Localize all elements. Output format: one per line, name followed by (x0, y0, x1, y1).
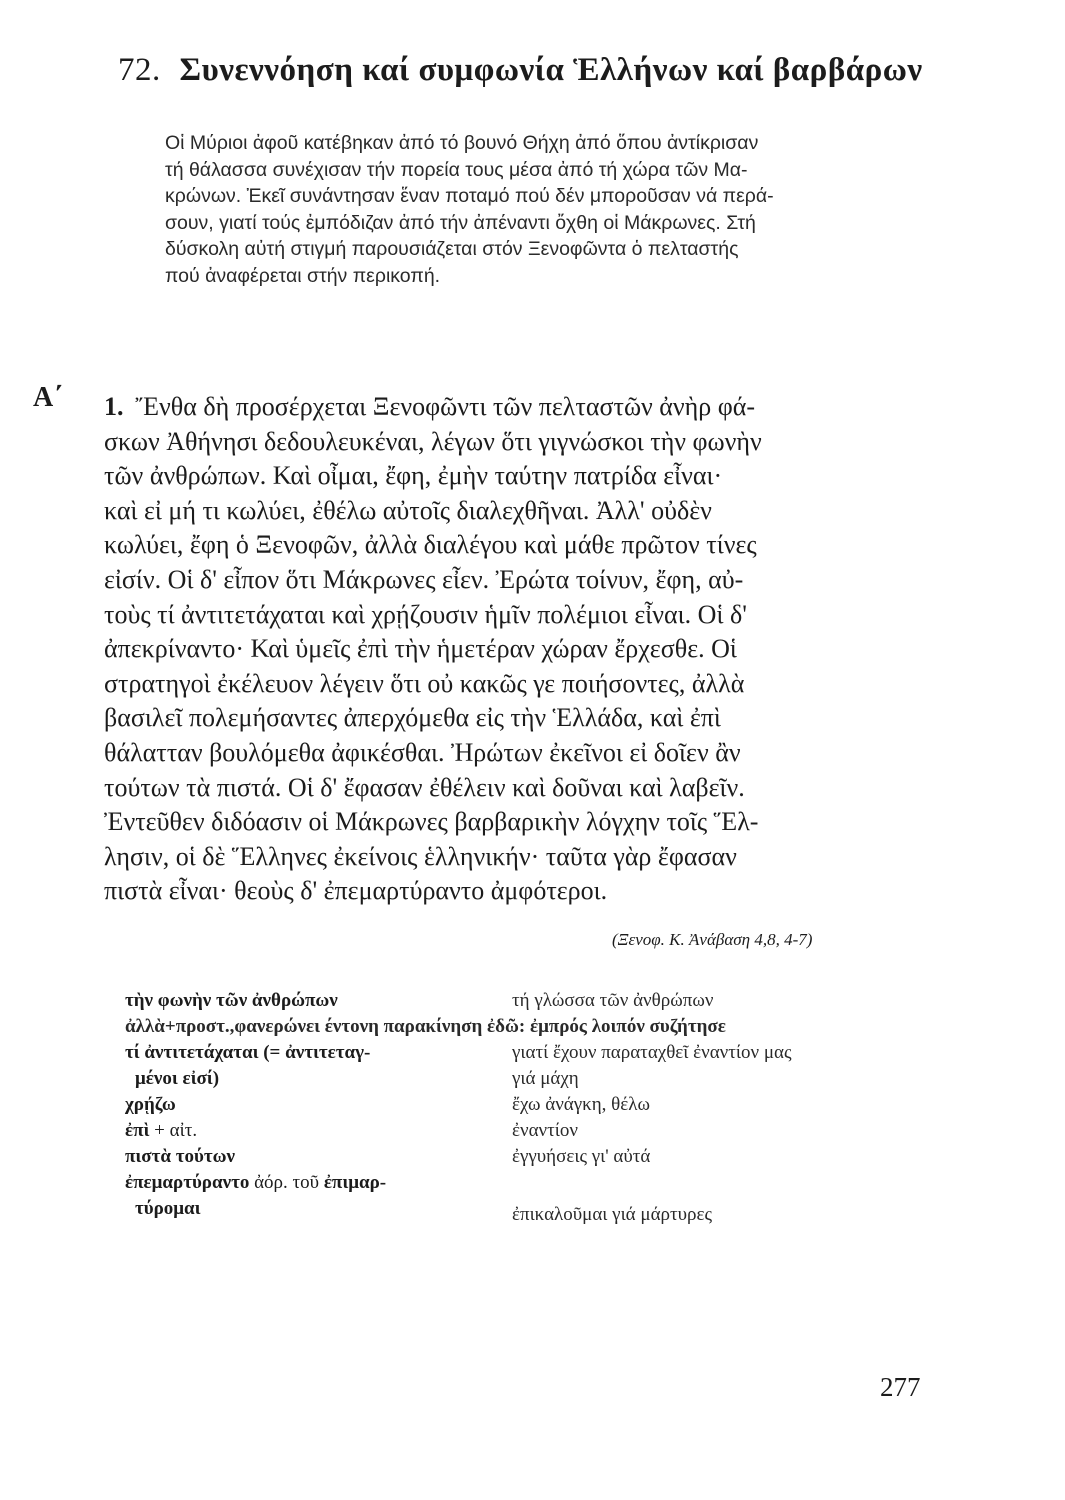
glossary-term (125, 1172, 386, 1194)
intro-paragraph (165, 130, 955, 289)
source-citation: (Ξενοφ. Κ. Ἀνάβαση 4,8, 4-7) (612, 930, 813, 949)
glossary-term-continued: τύρομαι (135, 1198, 201, 1219)
chapter-title: Συνεννόηση καί συμφωνία Ἑλλήνων καί βαρβάρων (179, 52, 923, 88)
passage-line: τοὺς τί ἀντιτετάχαται καὶ χρῄζουσιν ἡμῖν πολέμιοι εἶναι. Οἱ δ' (104, 599, 747, 629)
glossary-term: τὴν φωνὴν τῶν ἀνθρώπων (125, 990, 338, 1011)
glossary-meaning: ἐγγυήσεις γι' αὐτά (512, 1146, 651, 1167)
glossary-term-plain: + αἰτ. (154, 1120, 198, 1141)
glossary-term-continued: μένοι εἰσί) (135, 1068, 220, 1089)
glossary-row (125, 1146, 985, 1172)
passage-line: εἰσίν. Οἱ δ' εἶπον ὅτι Μάκρωνες εἶεν. Ἐρώτα τοίνυν, ἔφη, αὐ- (104, 564, 744, 594)
intro-line: τή θάλασσα συνέχισαν τήν πορεία τους μέσα ἀπό τή χώρα τῶν Μα- (165, 158, 748, 181)
passage-line: κωλύει, ἔφη ὁ Ξενοφῶν, ἀλλὰ διαλέγου καὶ μάθε πρῶτον τίνες (104, 530, 757, 560)
glossary-meaning: ἔχω ἀνάγκη, θέλω (512, 1094, 650, 1115)
passage-line: θάλατταν βουλόμεθα ἀφικέσθαι. Ἠρώτων ἐκεῖνοι εἰ δοῖεν ἂν (104, 737, 741, 767)
greek-passage (104, 390, 974, 909)
passage-line: σκων Ἀθήνησι δεδουλευκέναι, λέγων ὅτι γιγνώσκοι τὴν φωνὴν (104, 426, 762, 456)
glossary-row (125, 1120, 985, 1146)
passage-line: λησιν, οἱ δὲ Ἕλληνες ἐκείνοις ἑλληνικήν· ταῦτα γὰρ ἔφασαν (104, 841, 737, 871)
intro-line: πού ἀναφέρεται στήν περικοπή. (165, 264, 441, 287)
passage-line: βασιλεῖ πολεμήσαντες ἀπερχόμεθα εἰς τὴν Ἑλλάδα, καὶ ἐπὶ (104, 703, 721, 733)
glossary-note: ἀλλὰ+προστ.,φανερώνει έντονη παρακίνηση ἐδῶ: ἐμπρός λοιπόν συζήτησε (125, 1016, 726, 1037)
intro-line: κρώνων. Ἐκεῖ συνάντησαν ἕναν ποταμό πού δέν μποροῦσαν νά περά- (165, 185, 774, 207)
glossary-meaning: ἐναντίον (512, 1120, 578, 1141)
glossary-term: τί ἀντιτετάχαται (= ἀντιτεταγ- (125, 1042, 371, 1063)
passage-first-line: Ἔνθα δὴ προσέρχεται Ξενοφῶντι τῶν πελταστῶν ἀνὴρ φά- (135, 392, 756, 421)
glossary-meaning-continued: γιά μάχη (512, 1068, 579, 1089)
glossary (125, 990, 985, 1224)
glossary-meaning: ἐπικαλοῦμαι γιά μάρτυρες (512, 1204, 713, 1225)
passage-line: καὶ εἰ μή τι κωλύει, ἐθέλω αὐτοῖς διαλεχθῆναι. Ἀλλ' οὐδὲν (104, 495, 712, 525)
glossary-row (125, 1172, 985, 1224)
glossary-term-end: ἐπιμαρ- (323, 1172, 387, 1193)
glossary-term: χρῄζω (125, 1094, 176, 1115)
passage-line: Ἐντεῦθεν διδόασιν οἱ Μάκρωνες βαρβαρικὴν λόγχην τοῖς Ἕλ- (104, 807, 759, 837)
glossary-meaning: γιατί ἔχουν παραταχθεῖ ἐναντίον μας (512, 1042, 792, 1063)
section-mark: Α΄ (33, 382, 63, 413)
glossary-row (125, 1016, 985, 1042)
glossary-term: πιστὰ τούτων (125, 1146, 236, 1167)
glossary-term-bold: ἐπὶ (125, 1120, 150, 1141)
chapter-number: 72. (118, 52, 161, 88)
intro-line: σουν, γιατί τούς ἐμπόδιζαν ἀπό τήν ἀπέναντι ὄχθη οἱ Μάκρωνες. Στή (165, 211, 756, 234)
passage-line (104, 390, 974, 425)
passage-line: τῶν ἀνθρώπων. Καὶ οἶμαι, ἔφη, ἐμὴν ταύτην πατρίδα εἶναι· (104, 461, 723, 491)
glossary-term-plain: ἀόρ. τοῦ (254, 1172, 320, 1193)
intro-line: Οἱ Μύριοι ἀφοῦ κατέβηκαν ἀπό τό βουνό Θήχη ἀπό ὅπου ἀντίκρισαν (165, 132, 759, 154)
glossary-term (125, 1120, 197, 1142)
passage-line: πιστὰ εἶναι· θεοὺς δ' ἐπεμαρτύραντο ἀμφότεροι. (104, 876, 608, 906)
glossary-row (125, 1042, 985, 1094)
passage-line: τούτων τὰ πιστά. Οἱ δ' ἔφασαν ἐθέλειν καὶ δοῦναι καὶ λαβεῖν. (104, 772, 745, 802)
glossary-meaning: τή γλώσσα τῶν ἀνθρώπων (512, 990, 714, 1011)
glossary-term-bold: ἐπεμαρτύραντο (125, 1172, 250, 1193)
passage-line: στρατηγοὶ ἐκέλευον λέγειν ὅτι οὐ κακῶς γε ποιήσοντες, ἀλλὰ (104, 668, 745, 698)
chapter-heading (118, 52, 1018, 89)
glossary-row (125, 990, 985, 1016)
paragraph-number: 1. (104, 392, 124, 421)
intro-line: δύσκολη αὐτή στιγμή παρουσιάζεται στόν Ξενοφῶντα ὁ πελταστής (165, 238, 739, 260)
passage-line: ἀπεκρίναντο· Καὶ ὑμεῖς ἐπὶ τὴν ἡμετέραν χώραν ἔρχεσθε. Οἱ (104, 634, 737, 664)
glossary-row (125, 1094, 985, 1120)
page-number: 277 (880, 1372, 921, 1402)
